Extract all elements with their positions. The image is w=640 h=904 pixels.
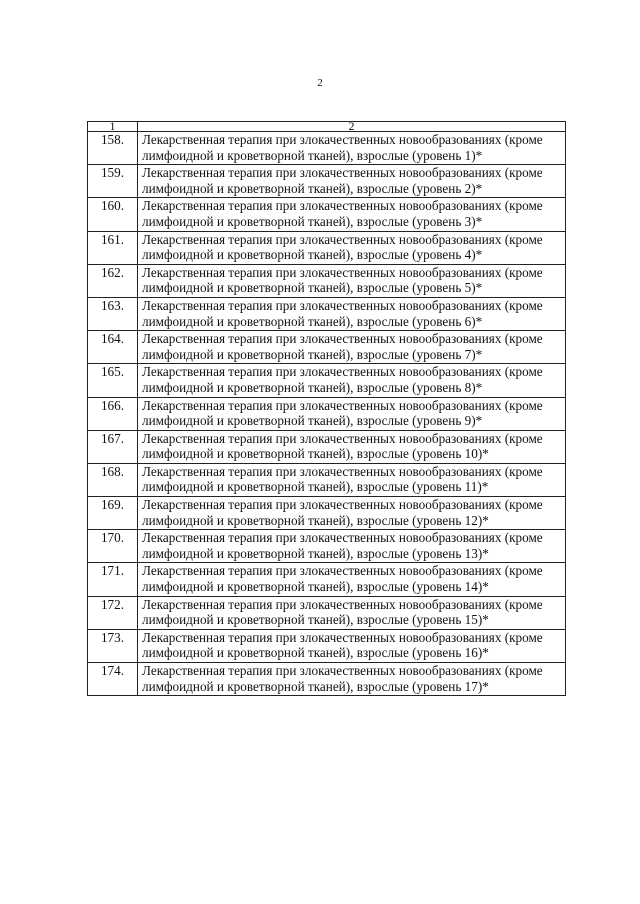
- row-description: Лекарственная терапия при злокачественных новообразованиях (кроме лимфоидной и кроветворной тканей), взрослые (уровень 2)*: [138, 165, 566, 198]
- table-row: [88, 397, 566, 430]
- table-row: [88, 497, 566, 530]
- table-row: [88, 264, 566, 297]
- table-body: [88, 119, 566, 696]
- row-number: 174.: [88, 663, 138, 696]
- row-description: Лекарственная терапия при злокачественных новообразованиях (кроме лимфоидной и кроветворной тканей), взрослые (уровень 3)*: [138, 198, 566, 231]
- table-row: [88, 663, 566, 696]
- table-row: [88, 430, 566, 463]
- row-number: 173.: [88, 629, 138, 662]
- table-row: [88, 596, 566, 629]
- row-number: 162.: [88, 264, 138, 297]
- header-cell-1: 1: [88, 122, 138, 132]
- tariff-table: [87, 121, 566, 696]
- row-number: 159.: [88, 165, 138, 198]
- row-description: Лекарственная терапия при злокачественных новообразованиях (кроме лимфоидной и кроветворной тканей), взрослые (уровень 13)*: [138, 530, 566, 563]
- row-number: 171.: [88, 563, 138, 596]
- table-row: [88, 198, 566, 231]
- row-description: Лекарственная терапия при злокачественных новообразованиях (кроме лимфоидной и кроветворной тканей), взрослые (уровень 4)*: [138, 231, 566, 264]
- row-description: Лекарственная терапия при злокачественных новообразованиях (кроме лимфоидной и кроветворной тканей), взрослые (уровень 14)*: [138, 563, 566, 596]
- table-row: [88, 364, 566, 397]
- table-row: [88, 563, 566, 596]
- table-row: [88, 231, 566, 264]
- table-row: [88, 165, 566, 198]
- table-row: [88, 331, 566, 364]
- page-number: 2: [317, 77, 323, 89]
- row-description: Лекарственная терапия при злокачественных новообразованиях (кроме лимфоидной и кроветворной тканей), взрослые (уровень 15)*: [138, 596, 566, 629]
- row-number: 165.: [88, 364, 138, 397]
- row-number: 167.: [88, 430, 138, 463]
- row-number: 161.: [88, 231, 138, 264]
- row-number: 164.: [88, 331, 138, 364]
- row-number: 170.: [88, 530, 138, 563]
- row-number: 169.: [88, 497, 138, 530]
- row-description: Лекарственная терапия при злокачественных новообразованиях (кроме лимфоидной и кроветворной тканей), взрослые (уровень 11)*: [138, 463, 566, 496]
- row-number: 158.: [88, 132, 138, 165]
- row-description: Лекарственная терапия при злокачественных новообразованиях (кроме лимфоидной и кроветворной тканей), взрослые (уровень 6)*: [138, 297, 566, 330]
- table-header-row: [88, 122, 566, 132]
- row-description: Лекарственная терапия при злокачественных новообразованиях (кроме лимфоидной и кроветворной тканей), взрослые (уровень 16)*: [138, 629, 566, 662]
- table-row: [88, 463, 566, 496]
- row-number: 163.: [88, 297, 138, 330]
- row-description: Лекарственная терапия при злокачественных новообразованиях (кроме лимфоидной и кроветворной тканей), взрослые (уровень 17)*: [138, 663, 566, 696]
- row-description: Лекарственная терапия при злокачественных новообразованиях (кроме лимфоидной и кроветворной тканей), взрослые (уровень 12)*: [138, 497, 566, 530]
- row-description: Лекарственная терапия при злокачественных новообразованиях (кроме лимфоидной и кроветворной тканей), взрослые (уровень 8)*: [138, 364, 566, 397]
- row-description: Лекарственная терапия при злокачественных новообразованиях (кроме лимфоидной и кроветворной тканей), взрослые (уровень 7)*: [138, 331, 566, 364]
- row-number: 168.: [88, 463, 138, 496]
- table-row: [88, 297, 566, 330]
- row-description: Лекарственная терапия при злокачественных новообразованиях (кроме лимфоидной и кроветворной тканей), взрослые (уровень 1)*: [138, 132, 566, 165]
- table-row: [88, 629, 566, 662]
- table-row: [88, 132, 566, 165]
- row-number: 166.: [88, 397, 138, 430]
- table-row: [88, 530, 566, 563]
- row-description: Лекарственная терапия при злокачественных новообразованиях (кроме лимфоидной и кроветворной тканей), взрослые (уровень 10)*: [138, 430, 566, 463]
- row-description: Лекарственная терапия при злокачественных новообразованиях (кроме лимфоидной и кроветворной тканей), взрослые (уровень 9)*: [138, 397, 566, 430]
- header-cell-2: 2: [138, 122, 566, 132]
- row-number: 160.: [88, 198, 138, 231]
- row-description: Лекарственная терапия при злокачественных новообразованиях (кроме лимфоидной и кроветворной тканей), взрослые (уровень 5)*: [138, 264, 566, 297]
- row-number: 172.: [88, 596, 138, 629]
